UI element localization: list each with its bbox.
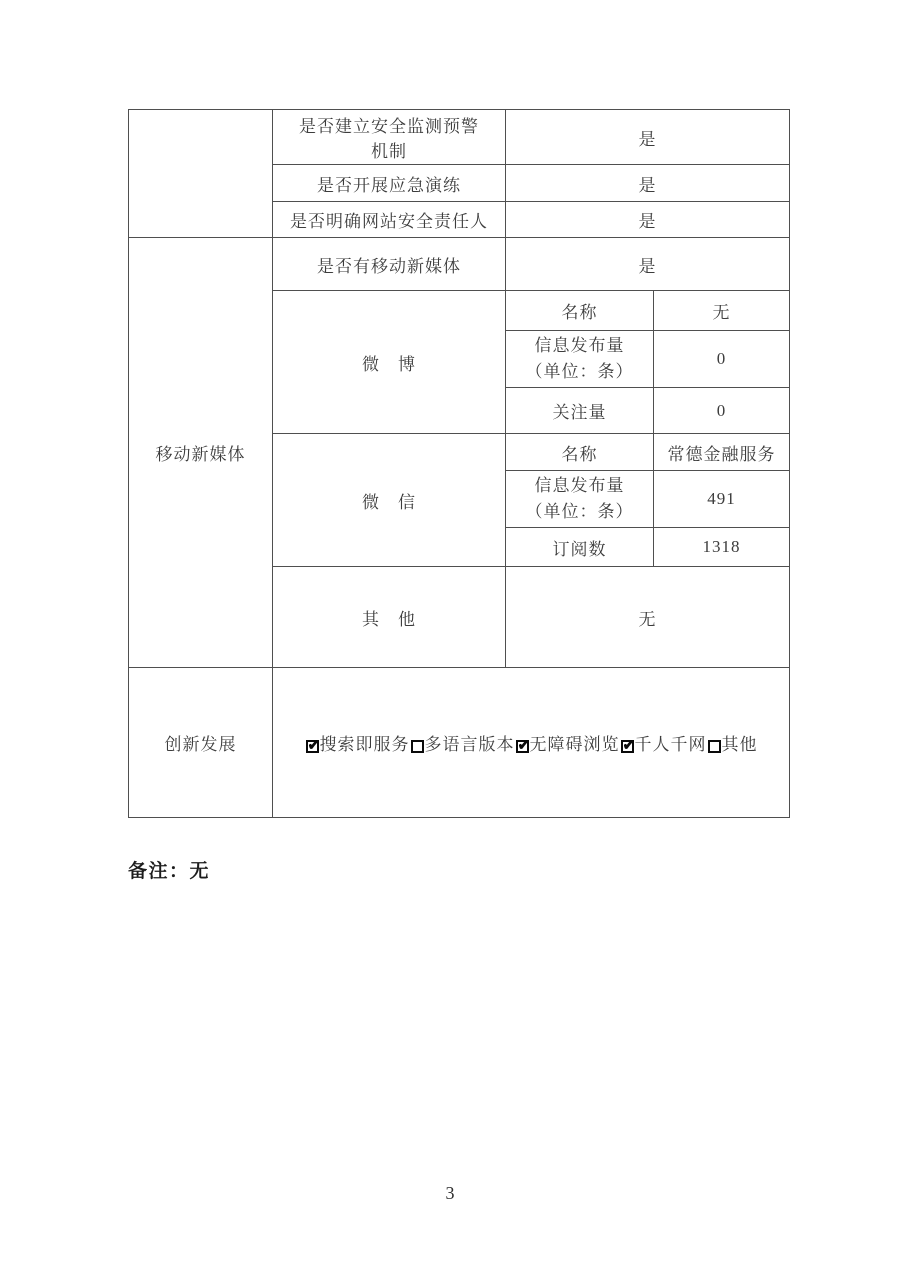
weibo-name-value: 无	[654, 291, 790, 331]
weibo-name-label: 名称	[506, 291, 654, 331]
wechat-subscribe-value: 1318	[654, 528, 790, 567]
weibo-publish-value: 0	[654, 331, 790, 388]
other-media-label: 其 他	[273, 567, 506, 668]
innovation-section-label: 创新发展	[129, 668, 273, 818]
checkbox-accessibility-icon	[516, 740, 529, 753]
innovation-checkbox-row	[273, 668, 790, 818]
page-number: 3	[445, 1183, 455, 1203]
weibo-followers-label: 关注量	[506, 388, 654, 434]
wechat-name-value: 常德金融服务	[654, 434, 790, 471]
security-officer-label: 是否明确网站安全责任人	[273, 202, 506, 238]
checkbox-multilingual-label: 多语言版本	[424, 735, 515, 754]
checkbox-accessibility-label: 无障碍浏览	[529, 735, 620, 754]
wechat-group-label: 微 信	[273, 434, 506, 567]
checkbox-multilingual-icon	[411, 740, 424, 753]
other-media-value: 无	[506, 567, 790, 668]
has-mobile-media-label: 是否有移动新媒体	[273, 238, 506, 291]
wechat-publish-label	[506, 471, 654, 528]
security-drill-value: 是	[506, 165, 790, 202]
weibo-group-label: 微 博	[273, 291, 506, 434]
report-table	[128, 109, 790, 818]
wechat-name-label: 名称	[506, 434, 654, 471]
note-text: 备注：无	[128, 861, 211, 882]
mobile-media-section-label: 移动新媒体	[129, 238, 273, 668]
security-monitor-label-line1: 是否建立安全监测预警	[299, 117, 479, 136]
security-monitor-label	[273, 110, 506, 165]
weibo-publish-label-line1: 信息发布量	[534, 336, 625, 355]
security-officer-value: 是	[506, 202, 790, 238]
weibo-followers-value: 0	[654, 388, 790, 434]
has-mobile-media-value: 是	[506, 238, 790, 291]
wechat-subscribe-label: 订阅数	[506, 528, 654, 567]
checkbox-other-label: 其他	[721, 735, 758, 754]
wechat-publish-label-line1: 信息发布量	[534, 476, 625, 495]
checkbox-personalized-label: 千人千网	[634, 735, 707, 754]
weibo-publish-label-line2: （单位：条）	[525, 362, 634, 381]
security-monitor-value: 是	[506, 110, 790, 165]
checkbox-personalized-icon	[621, 740, 634, 753]
wechat-publish-value: 491	[654, 471, 790, 528]
checkbox-other-icon	[708, 740, 721, 753]
security-drill-label: 是否开展应急演练	[273, 165, 506, 202]
checkbox-search-as-service-icon	[306, 740, 319, 753]
security-monitor-label-line2: 机制	[371, 142, 407, 161]
checkbox-search-as-service-label: 搜索即服务	[319, 735, 410, 754]
parent-section-empty-cell	[129, 110, 273, 238]
wechat-publish-label-line2: （单位：条）	[525, 502, 634, 521]
weibo-publish-label	[506, 331, 654, 388]
